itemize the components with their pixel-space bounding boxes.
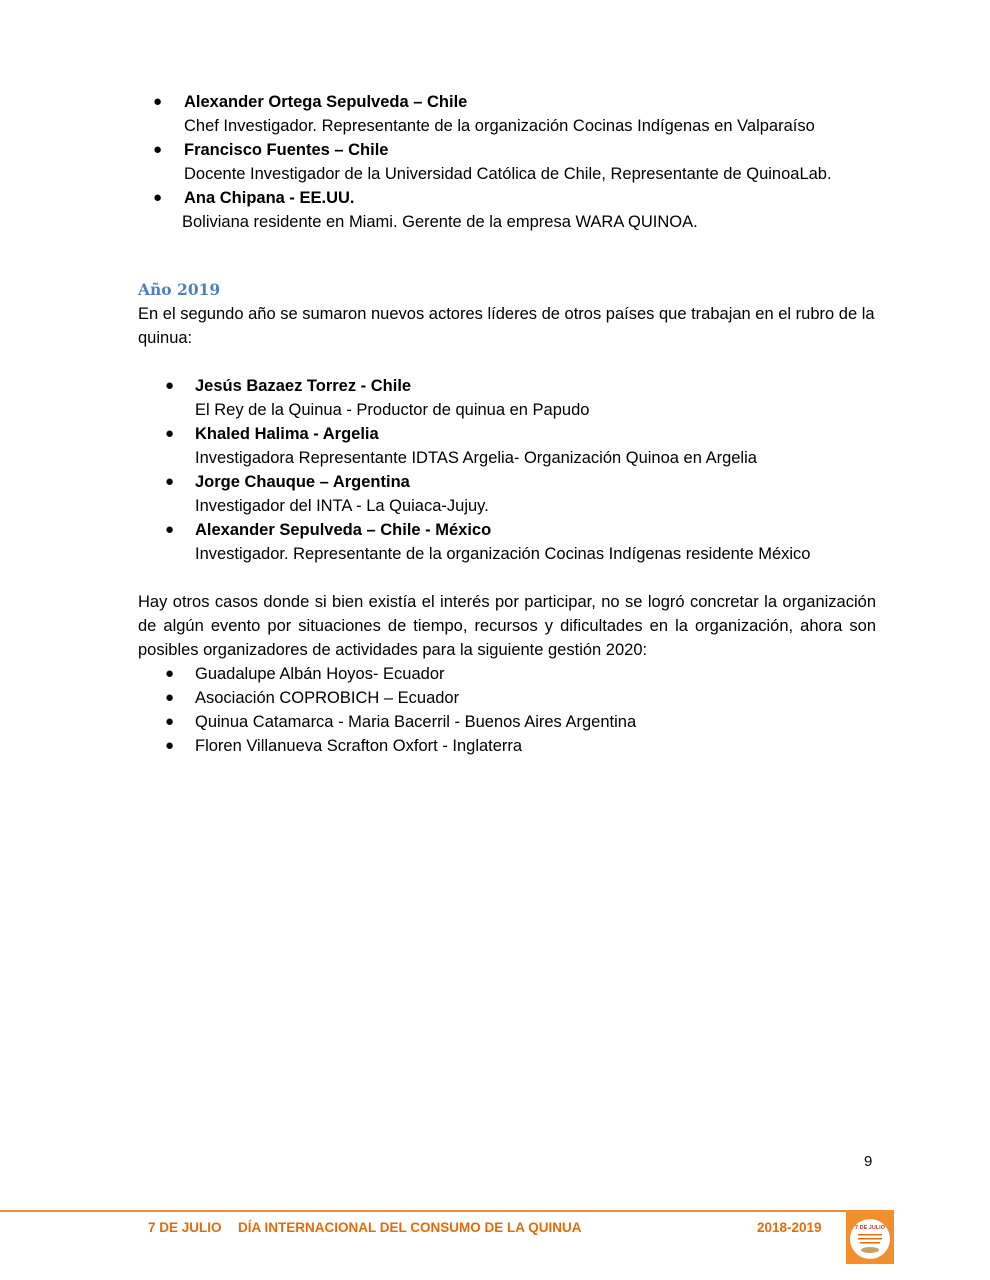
logo-line: [860, 1242, 880, 1244]
bullet-icon: ●: [165, 425, 175, 442]
logo-line: [858, 1238, 882, 1240]
list-item: [138, 374, 876, 422]
list-item: [138, 90, 876, 138]
bullet-icon: ●: [165, 689, 175, 706]
logo-text: 7 DE JULIO: [855, 1225, 885, 1231]
footer-date: 7 DE JULIO: [148, 1220, 222, 1235]
bullet-icon: ●: [165, 377, 175, 394]
bullet-icon: ●: [153, 141, 163, 158]
bullet-icon: ●: [165, 473, 175, 490]
participant-description: Investigador. Representante de la organización Cocinas Indígenas residente México: [195, 545, 811, 563]
list-item: [138, 686, 876, 710]
footer-divider: [0, 1210, 894, 1212]
participant-name: Khaled Halima - Argelia: [195, 425, 379, 443]
footer-title: DÍA INTERNACIONAL DEL CONSUMO DE LA QUINUA: [238, 1220, 582, 1235]
bullet-icon: ●: [153, 93, 163, 110]
participant-name: Jesús Bazaez Torrez - Chile: [195, 377, 412, 395]
participant-name: Ana Chipana - EE.UU.: [184, 189, 355, 207]
list-item: [138, 710, 876, 734]
participants-list-2019: [138, 374, 876, 566]
page-footer: [0, 1220, 990, 1240]
intro-paragraph: En el segundo año se sumaron nuevos actores líderes de otros países que trabajan en el rubro de la quinua:: [138, 305, 875, 347]
organizer-name: Quinua Catamarca - Maria Bacerril - Buenos Aires Argentina: [195, 713, 637, 731]
list-item: [138, 138, 876, 186]
participant-name: Jorge Chauque – Argentina: [195, 473, 410, 491]
page-content: [138, 90, 876, 758]
page-number: 9: [864, 1153, 873, 1170]
participant-description: El Rey de la Quinua - Productor de quinua en Papudo: [195, 401, 590, 419]
bullet-icon: ●: [165, 521, 175, 538]
others-paragraph: Hay otros casos donde si bien existía el interés por participar, no se logró concretar la organización de algún evento por situaciones de tiempo, recursos y dificultades en la organización, ahora son posibles organizadores de actividades para la siguiente gestión 2020:: [138, 593, 876, 659]
section-heading-2019: Año 2019: [138, 280, 221, 299]
bullet-icon: ●: [165, 665, 175, 682]
list-item: [138, 470, 876, 518]
list-item: [138, 662, 876, 686]
participant-name: Alexander Ortega Sepulveda – Chile: [184, 93, 468, 111]
bullet-icon: ●: [165, 737, 175, 754]
spacer: [138, 566, 876, 590]
list-item: [138, 518, 876, 566]
participant-name: Francisco Fuentes – Chile: [184, 141, 389, 159]
organizer-name: Floren Villanueva Scrafton Oxfort - Inglaterra: [195, 737, 523, 755]
logo-line: [858, 1234, 882, 1236]
spacer: [138, 350, 876, 374]
participant-description: Boliviana residente en Miami. Gerente de la empresa WARA QUINOA.: [182, 213, 698, 231]
participant-description: Docente Investigador de la Universidad Católica de Chile, Representante de QuinoaLab.: [184, 165, 832, 183]
list-item: [138, 186, 876, 234]
bullet-icon: ●: [165, 713, 175, 730]
footer-years: 2018-2019: [757, 1220, 822, 1235]
other-organizers-list: [138, 662, 876, 758]
list-item: [138, 422, 876, 470]
participant-name: Alexander Sepulveda – Chile - México: [195, 521, 492, 539]
organizer-name: Asociación COPROBICH – Ecuador: [195, 689, 460, 707]
quinua-day-logo: [846, 1212, 894, 1264]
participant-description: Chef Investigador. Representante de la organización Cocinas Indígenas en Valparaíso: [184, 117, 815, 135]
participants-list-2018: [138, 90, 876, 234]
participant-description: Investigadora Representante IDTAS Argelia- Organización Quinoa en Argelia: [195, 449, 757, 467]
organizer-name: Guadalupe Albán Hoyos- Ecuador: [195, 665, 445, 683]
participant-description: Investigador del INTA - La Quiaca-Jujuy.: [195, 497, 489, 515]
bullet-icon: ●: [153, 189, 163, 206]
list-item: [138, 734, 876, 758]
logo-bowl: [861, 1247, 879, 1253]
